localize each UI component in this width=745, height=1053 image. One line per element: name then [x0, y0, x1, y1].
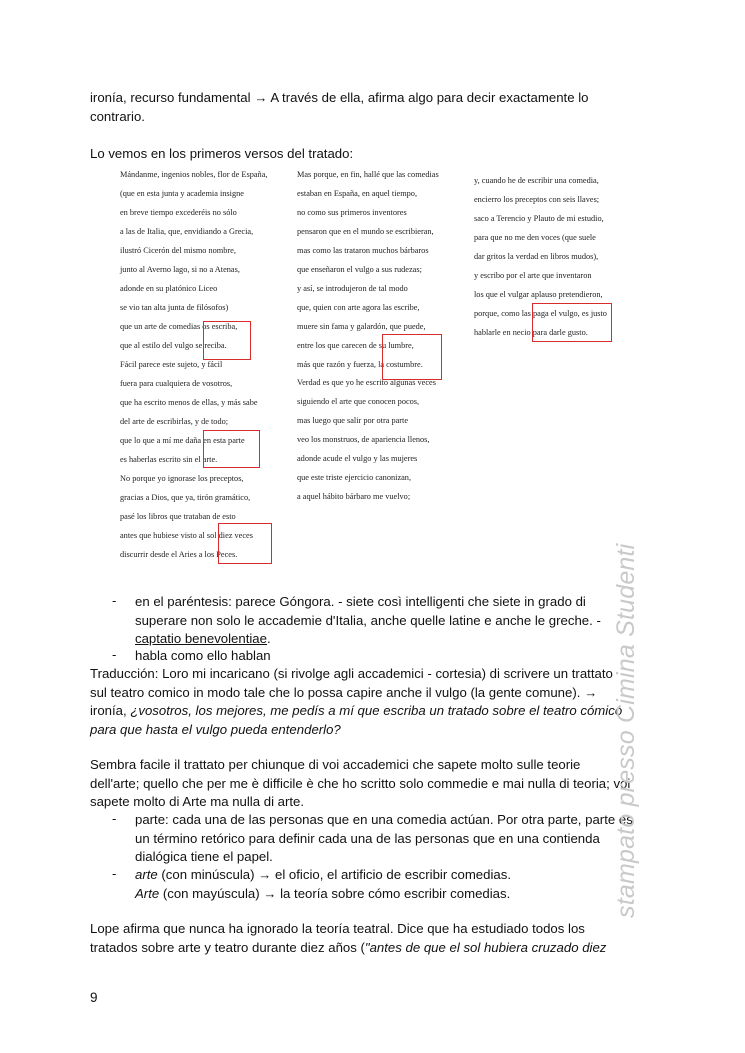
poem-line: del arte de escribirlas, y de todo; — [120, 417, 229, 426]
lope-line-1: Lope afirma que nunca ha ignorado la teoría teatral. Dice que ha estudiado todos los — [90, 921, 585, 936]
highlight-box-diez-veces — [218, 523, 272, 564]
poem-line: discurrir desde el Aries a los Peces. — [120, 550, 238, 559]
poem-line: ilustró Cicerón del mismo nombre, — [120, 246, 236, 255]
bullet-parte-line-2: un término retórico para definir cada una de las personas que en una contienda — [135, 830, 600, 846]
poem-line: y así, se introdujeron de tal modo — [297, 283, 408, 293]
highlight-box-os-escriba — [203, 321, 251, 360]
bullet-parte-line-1: parte: cada una de las personas que en una comedia actúan. Por otra parte, parte es — [135, 812, 633, 827]
intro-line-2: contrario. — [90, 108, 145, 124]
poem-line: No porque yo ignorase los preceptos, — [120, 474, 244, 483]
captatio-underlined: captatio benevolentiae — [135, 631, 267, 646]
poem-line: pensaron que en el mundo se escribieran, — [297, 226, 434, 236]
poem-line: pasé los libros que trataban de esto — [120, 512, 236, 521]
paragraph-intro — [90, 89, 670, 126]
poem-line: los que el vulgar aplauso pretendieron, — [474, 289, 603, 299]
sembra-line-2: dell'arte; quello che per me è difficile è che ho scritto solo commedie e mai nulla di teoria; voi — [90, 775, 631, 791]
highlight-box-su-lumbre — [382, 334, 442, 380]
bullet-parte — [135, 811, 670, 867]
poem-line: que este triste ejercicio canonizan, — [297, 473, 412, 483]
arte-lowercase-word: arte — [135, 867, 158, 882]
bullet-dash: - — [112, 866, 117, 881]
poem-line: saco a Terencio y Plauto de mi estudio, — [474, 213, 604, 223]
poem-line: hablarle en necio para darle gusto. — [474, 327, 588, 337]
poem-line: para que no me den voces (que suele — [474, 232, 596, 242]
poem-line: más que razón y fuerza, la costumbre. — [297, 359, 423, 369]
poem-line: (que en esta junta y academia insigne — [120, 189, 244, 198]
poem-line: mas luego que salir por otra parte — [297, 416, 409, 426]
poem-line: y, cuando he de escribir una comedia, — [474, 176, 599, 185]
arte-uppercase-word: Arte — [135, 885, 160, 901]
bullet-dash: - — [112, 811, 117, 826]
lope-line-2-prefix: tratados sobre arte y teatro durante diez años ( — [90, 939, 365, 955]
sembra-line-3: sapete molto di Arte ma nulla di arte. — [90, 794, 305, 809]
page-number: 9 — [90, 990, 98, 1005]
poem-line: que lo que a mí me daña en esta parte — [120, 436, 245, 445]
poem-line: dar gritos la verdad en libros mudos), — [474, 251, 599, 261]
poem-line: que al estilo del vulgo se reciba. — [120, 341, 227, 350]
poem-line: encierro los preceptos con seis llaves; — [474, 194, 600, 204]
bullet-parentesis-end: . — [266, 631, 271, 646]
poem-line: que, quien con arte agora las escribe, — [297, 302, 420, 312]
poem-line: Verdad es que yo he escrito algunas veces — [297, 378, 436, 388]
poem-line: es haberlas escrito sin el arte. — [120, 455, 218, 464]
bullet-dash: - — [112, 593, 117, 608]
poem-line: muere sin fama y galardón, que puede, — [297, 321, 426, 331]
poem-line: adonde acude el vulgo y las mujeres — [297, 454, 418, 464]
sembra-line-1: Sembra facile il trattato per chiunque di voi accademici che sapete molto sulle teorie — [90, 757, 581, 772]
poem-line: a las de Italia, que, envidiando a Grecia, — [120, 227, 254, 236]
bullet-habla: habla como ello hablan — [135, 648, 271, 663]
poem-line: y escribo por el arte que inventaron — [474, 270, 592, 280]
lope-line-2-italic: "antes de que el sol hubiera cruzado diez — [364, 939, 607, 955]
paragraph-traduccion — [90, 665, 670, 739]
poem-line: fuera para cualquiera de vosotros, — [120, 379, 233, 388]
bullet-parentesis — [135, 593, 670, 649]
traduccion-line-4-italic: para que hasta el vulgo pueda entenderlo? — [90, 721, 341, 737]
poem-line: se vio tan alta junta de filósofos) — [120, 303, 229, 312]
paragraph-lope — [90, 920, 670, 957]
intro-line-1: ironía, recurso fundamental → A través de ella, afirma algo para decir exactamente lo — [90, 90, 589, 105]
highlight-box-paga-el-vulgo — [532, 303, 612, 342]
poem-line: estaban en España, en aquel tiempo, — [297, 188, 418, 198]
bullet-dash: - — [112, 647, 117, 662]
poem-line: que un arte de comedias os escriba, — [120, 322, 238, 331]
bullet-parentesis-line-1: en el paréntesis: parece Góngora. - siete così intelligenti che siete in grado di — [135, 594, 586, 609]
traduccion-line-3-prefix: ironía, — [90, 703, 131, 718]
poem-line: a aquel hábito bárbaro me vuelvo; — [297, 492, 411, 502]
poem-line: Mas porque, en fin, hallé que las comedias — [297, 170, 439, 179]
poem-line: que enseñaron el vulgo a sus rudezas; — [297, 264, 422, 274]
arte-uppercase-definition: (con mayúscula) → la teoría sobre cómo escribir comedias. — [159, 885, 511, 901]
poem-line: entre los que carecen de su lumbre, — [297, 340, 414, 350]
poem-line: Mándanme, ingenios nobles, flor de España, — [120, 170, 268, 179]
poem-line: gracias a Dios, que ya, tirón gramático, — [120, 493, 251, 502]
poem-line: no como sus primeros inventores — [297, 207, 407, 217]
poem-line: adonde en su platónico Liceo — [120, 284, 218, 293]
arte-lowercase-definition: (con minúscula) → el oficio, el artificio de escribir comedias. — [157, 867, 511, 882]
traduccion-line-2: sul teatro comico in modo tale che lo possa capire anche il vulgo (la gente comune). → — [90, 684, 598, 700]
watermark: stampato presso Cimina Studenti — [612, 543, 640, 918]
poem-line: en breve tiempo excederéis no sólo — [120, 208, 237, 217]
poem-line: porque, como las paga el vulgo, es justo — [474, 308, 607, 318]
lead-line: Lo vemos en los primeros versos del tratado: — [90, 146, 354, 161]
bullet-arte — [135, 866, 670, 903]
poem-line: veo los monstruos, de apariencia llenos, — [297, 435, 430, 445]
traduccion-line-3-italic: ¿vosotros, los mejores, me pedís a mí que escriba un tratado sobre el teatro cómico — [130, 703, 623, 718]
bullet-parentesis-line-2: superare non solo le accademie d'Italia, anche quelle latine e anche le greche. - — [135, 612, 601, 628]
highlight-box-en-esta-parte — [203, 430, 260, 468]
bullet-parte-line-3: dialógica tiene el papel. — [135, 849, 273, 864]
poem-line: mas como las trataron muchos bárbaros — [297, 245, 429, 255]
paragraph-sembra — [90, 756, 670, 812]
traduccion-line-1: Traducción: Loro mi incaricano (si rivolge agli accademici - cortesia) di scrivere un trattato — [90, 666, 613, 681]
poem-line: siguiendo el arte que conocen pocos, — [297, 397, 420, 407]
poem-line: que ha escrito menos de ellas, y más sabe — [120, 398, 258, 407]
poem-line: antes que hubiese visto al sol diez veces — [120, 531, 253, 540]
poem-line: junto al Averno lago, si no a Atenas, — [120, 265, 240, 274]
poem-line: Fácil parece este sujeto, y fácil — [120, 360, 223, 369]
